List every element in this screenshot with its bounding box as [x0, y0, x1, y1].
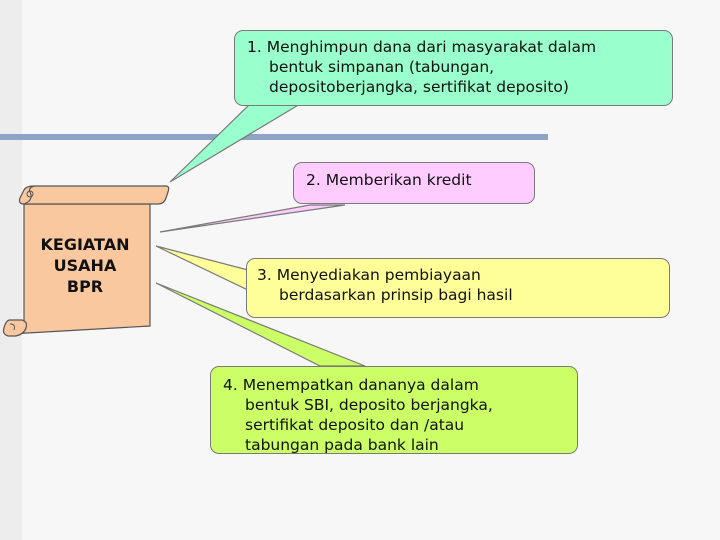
callout-memberikan-kredit — [293, 162, 535, 204]
callout-line: bentuk simpanan (tabungan, — [269, 58, 495, 76]
callout-number: 4. — [223, 376, 238, 394]
callout-menghimpun-dana — [234, 30, 673, 106]
center-label-line: KEGIATAN — [40, 235, 130, 254]
callout-menyediakan-pembiayaan — [246, 258, 670, 318]
callout-line: depositoberjangka, sertifikat deposito) — [269, 78, 569, 96]
connector-2 — [160, 205, 345, 232]
center-label-line: USAHA — [53, 256, 117, 275]
callout-number: 2. — [306, 171, 321, 189]
callout-menempatkan-dana — [210, 366, 578, 454]
connector-1 — [170, 104, 300, 182]
center-label — [24, 234, 146, 297]
callout-line: sertifikat deposito dan /atau — [245, 416, 465, 434]
center-label-line: BPR — [66, 277, 104, 296]
callout-line: bentuk SBI, deposito berjangka, — [245, 396, 493, 414]
callout-line: Menempatkan dananya dalam — [242, 376, 479, 394]
callout-line: Menyediakan pembiayaan — [276, 266, 481, 284]
callout-number: 3. — [257, 266, 272, 284]
callout-number: 1. — [247, 38, 262, 56]
callout-line: berdasarkan prinsip bagi hasil — [279, 286, 513, 304]
callout-line: tabungan pada bank lain — [245, 436, 439, 454]
callout-line: Menghimpun dana dari masyarakat dalam — [266, 38, 597, 56]
callout-line: Memberikan kredit — [325, 171, 472, 189]
